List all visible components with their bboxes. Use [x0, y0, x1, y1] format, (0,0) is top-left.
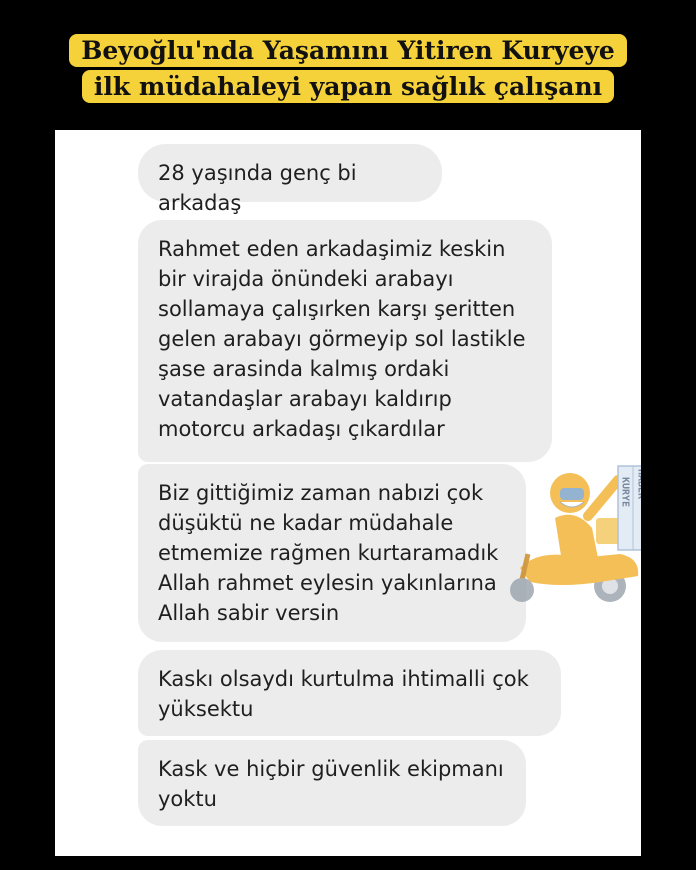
headline-line-1: Beyoğlu'nda Yaşamını Yitiren Kuryeye [69, 34, 627, 67]
watermark-word-1: KURYE [619, 476, 631, 508]
message-text: 28 yaşında genç bi arkadaş [158, 161, 357, 215]
message-text: Rahmet eden arkadaşimiz keskin bir virajda önündeki arabayı sollamaya çalışırken karşı şeritten gelen arabayı görmeyip sol lastikle şase arasinda kalmış ordaki vatandaşlar arabayı kaldırıp motorcu arkadaşı çıkardılar [158, 237, 526, 441]
message-text: Biz gittiğimiz zaman nabızi çok düşüktü ne kadar müdahale etmemize rağmen kurtaramadık Allah rahmet eylesin yakınlarına Allah sabir versin [158, 481, 499, 625]
message-text: Kask ve hiçbir güvenlik ekipmanı yoktu [158, 757, 504, 811]
headline-line-2: ilk müdahaleyi yapan sağlık çalışanı [82, 70, 614, 103]
message-bubble [138, 220, 552, 462]
message-bubble [138, 464, 526, 642]
message-bubble [138, 650, 561, 736]
headline [18, 33, 678, 105]
chat-screenshot [55, 130, 647, 856]
message-bubble [138, 144, 442, 215]
message-text: Kaskı olsaydı kurtulma ihtimalli çok yüksektu [158, 667, 529, 721]
message-bubble [138, 740, 526, 826]
kurye-haber-watermark-logo [500, 458, 647, 618]
watermark-word-2: HABER [635, 468, 647, 500]
